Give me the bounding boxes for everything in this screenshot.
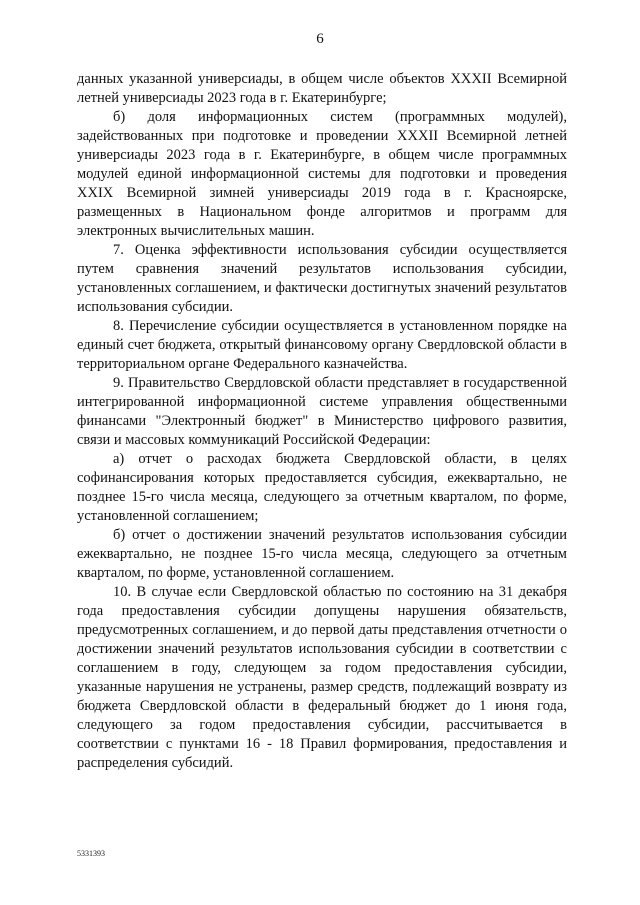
paragraph-10-violations: 10. В случае если Свердловской областью по состоянию на 31 декабря года предоставления субсидии допущены нарушения обязательств, предусмотренных соглашением, и до первой даты представления отчетности о достижении значений результатов использования субсидии в соответствии с соглашением в году, следующем за годом предоставления субсидии, указанные нарушения не устранены, размер средств, подлежащий возврату из бюджета Свердловской области в федеральный бюджет до 1 июня года, следующего за годом предоставления субсидии, рассчитывается в соответствии с пунктами 16 - 18 Правил формирования, предоставления и распределения субсидий. — [77, 584, 567, 771]
paragraph-9-reporting: 9. Правительство Свердловской области представляет в государственной интегрированной информационной системе управления общественными финансами "Электронный бюджет" в Министерство цифрового развития, связи и массовых коммуникаций Российской Федерации: — [77, 375, 567, 448]
paragraph-7-evaluation: 7. Оценка эффективности использования субсидии осуществляется путем сравнения значений результатов использования субсидии, установленных соглашением, и фактически достигнутых значений результатов использования субсидии. — [77, 242, 567, 315]
document-body — [77, 70, 567, 773]
document-code: 5331393 — [77, 849, 105, 858]
paragraph-9a-expense-report: а) отчет о расходах бюджета Свердловской области, в целях софинансирования которых предоставляется субсидия, ежеквартально, не позднее 15-го числа месяца, следующего за отчетным кварталом, по форме, установленной соглашением; — [77, 451, 567, 524]
paragraph-8-transfer: 8. Перечисление субсидии осуществляется в установленном порядке на единый счет бюджета, открытый финансовому органу Свердловской области в территориальном органе Федерального казначейства. — [77, 318, 567, 372]
paragraph-continuation: данных указанной универсиады, в общем числе объектов XXXII Всемирной летней универсиады 2023 года в г. Екатеринбурге; — [77, 71, 567, 106]
page-number: 6 — [316, 31, 324, 47]
paragraph-item-b-systems: б) доля информационных систем (программных модулей), задействованных при подготовке и проведении XXXII Всемирной летней универсиады 2023 года в г. Екатеринбурге, в общем числе программных модулей единой информационной системы для подготовки и проведения XXIX Всемирной зимней универсиады 2019 года в г. Красноярске, размещенных в Национальном фонде алгоритмов и программ для электронных вычислительных машин. — [77, 109, 567, 239]
paragraph-9b-results-report: б) отчет о достижении значений результатов использования субсидии ежеквартально, не позднее 15-го числа месяца, следующего за отчетным кварталом, по форме, установленной соглашением. — [77, 527, 567, 581]
